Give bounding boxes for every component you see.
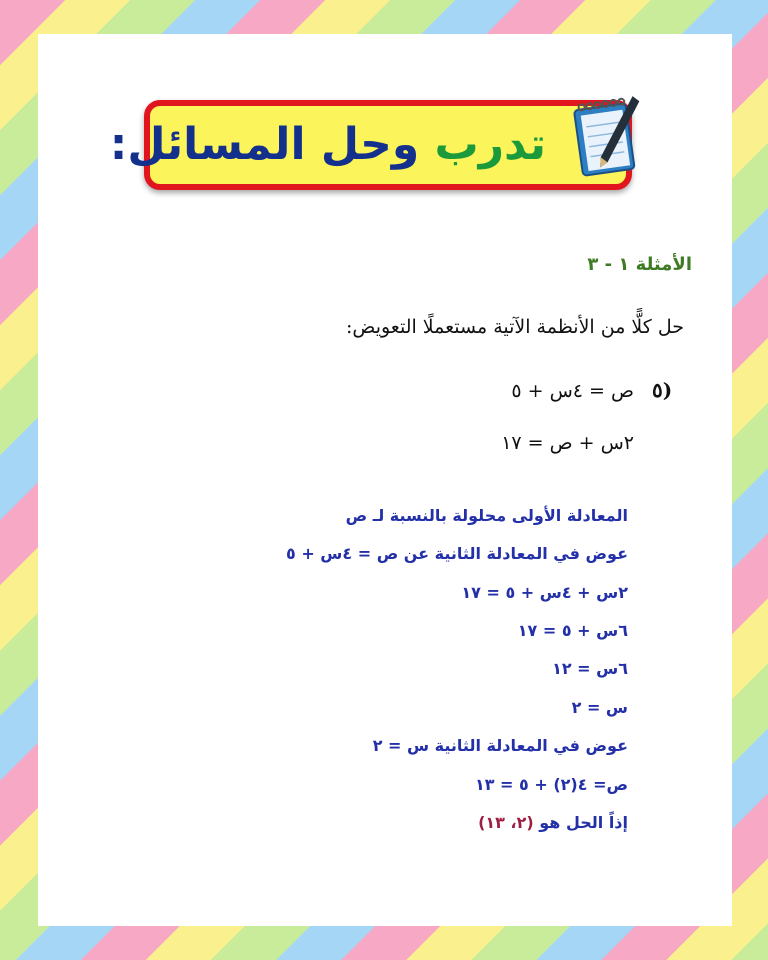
solution-line: عوض في المعادلة الثانية عن ص = ٤س + ٥	[285, 544, 628, 563]
solution-line: س = ٢	[571, 698, 628, 717]
equation-line-2: ٢س + ص = ١٧	[501, 432, 634, 454]
banner-title-solve: وحل المسائل:	[109, 119, 420, 170]
solution-line: ٢س + ٤س + ٥ = ١٧	[461, 583, 628, 602]
banner-title-practice: تدرب	[434, 119, 546, 170]
title-banner	[109, 100, 632, 190]
banner-title	[110, 108, 546, 182]
examples-subheading: الأمثلة ١ - ٣	[587, 254, 692, 275]
solution-line: ص= ٤(٢) + ٥ = ١٣	[474, 775, 628, 794]
equation-line-1: ص = ٤س + ٥	[511, 380, 634, 402]
instruction-text: حل كلًّا من الأنظمة الآتية مستعملًا التعويض:	[346, 316, 684, 338]
solution-line: ٦س = ١٢	[552, 659, 628, 678]
final-answer-pair: (٢، ١٣)	[478, 813, 534, 832]
solution-line: عوض في المعادلة الثانية س = ٢	[372, 736, 628, 755]
final-answer-line	[478, 813, 628, 832]
problem-number: ٥)	[652, 378, 673, 402]
final-answer-prefix: إذاً الحل هو	[539, 813, 628, 832]
solution-line: ٦س + ٥ = ١٧	[517, 621, 628, 640]
solution-line: المعادلة الأولى محلولة بالنسبة لـ ص	[345, 506, 628, 525]
notebook-pen-icon	[568, 92, 648, 182]
